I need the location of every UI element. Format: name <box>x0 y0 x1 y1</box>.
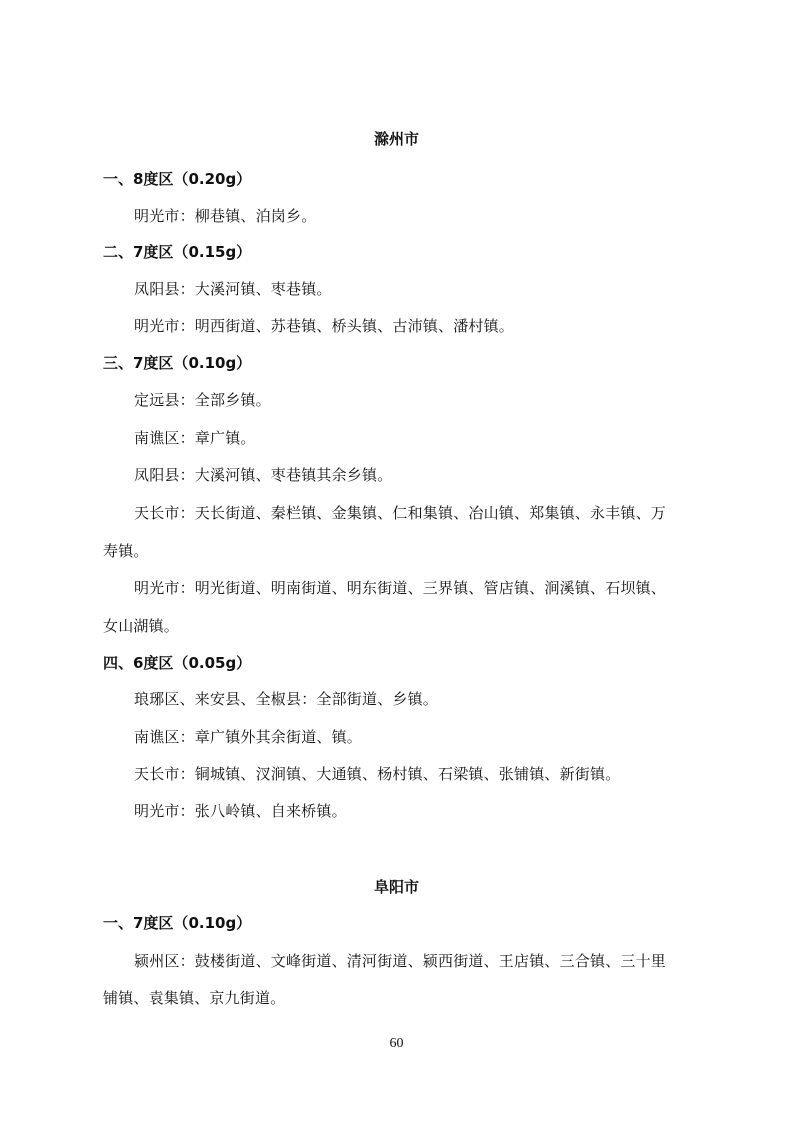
city-title-fuyang: 阜阳市 <box>373 878 419 896</box>
zone-heading-8-degree: 一、8度区（0.20g） <box>103 170 252 188</box>
zone-entry: 凤阳县：大溪河镇、枣巷镇其余乡镇。 <box>134 466 393 484</box>
zone-entry: 凤阳县：大溪河镇、枣巷镇。 <box>134 280 332 298</box>
zone-heading-7-degree-010: 三、7度区（0.10g） <box>103 354 252 372</box>
zone-heading-6-degree: 四、6度区（0.05g） <box>103 654 252 672</box>
zone-entry-continuation: 女山湖镇。 <box>103 617 180 635</box>
zone-heading-7-degree-015: 二、7度区（0.15g） <box>103 243 252 261</box>
zone-entry: 南谯区：章广镇外其余街道、镇。 <box>134 728 363 746</box>
zone-entry: 颍州区：鼓楼街道、文峰街道、清河街道、颍西街道、王店镇、三合镇、三十里 <box>134 952 667 970</box>
zone-entry: 南谯区：章广镇。 <box>134 429 256 447</box>
page-number: 60 <box>389 1036 404 1051</box>
zone-entry-continuation: 寿镇。 <box>103 542 149 560</box>
zone-entry: 明光市：明光街道、明南街道、明东街道、三界镇、管店镇、涧溪镇、石坝镇、 <box>134 579 667 597</box>
zone-entry: 明光市：柳巷镇、泊岗乡。 <box>134 207 317 225</box>
zone-entry: 定远县：全部乡镇。 <box>134 391 271 409</box>
zone-heading-7-degree-010: 一、7度区（0.10g） <box>103 914 252 932</box>
zone-entry: 天长市：铜城镇、汊涧镇、大通镇、杨村镇、石梁镇、张铺镇、新街镇。 <box>134 765 621 783</box>
zone-entry: 天长市：天长街道、秦栏镇、金集镇、仁和集镇、冶山镇、郑集镇、永丰镇、万 <box>134 504 667 522</box>
zone-entry: 琅琊区、来安县、全椒县：全部街道、乡镇。 <box>134 690 439 708</box>
zone-entry: 明光市：张八岭镇、自来桥镇。 <box>134 802 347 820</box>
zone-entry-continuation: 铺镇、袁集镇、京九街道。 <box>103 989 286 1007</box>
city-title-chuzhou: 滁州市 <box>373 130 419 148</box>
zone-entry: 明光市：明西街道、苏巷镇、桥头镇、古沛镇、潘村镇。 <box>134 317 515 335</box>
